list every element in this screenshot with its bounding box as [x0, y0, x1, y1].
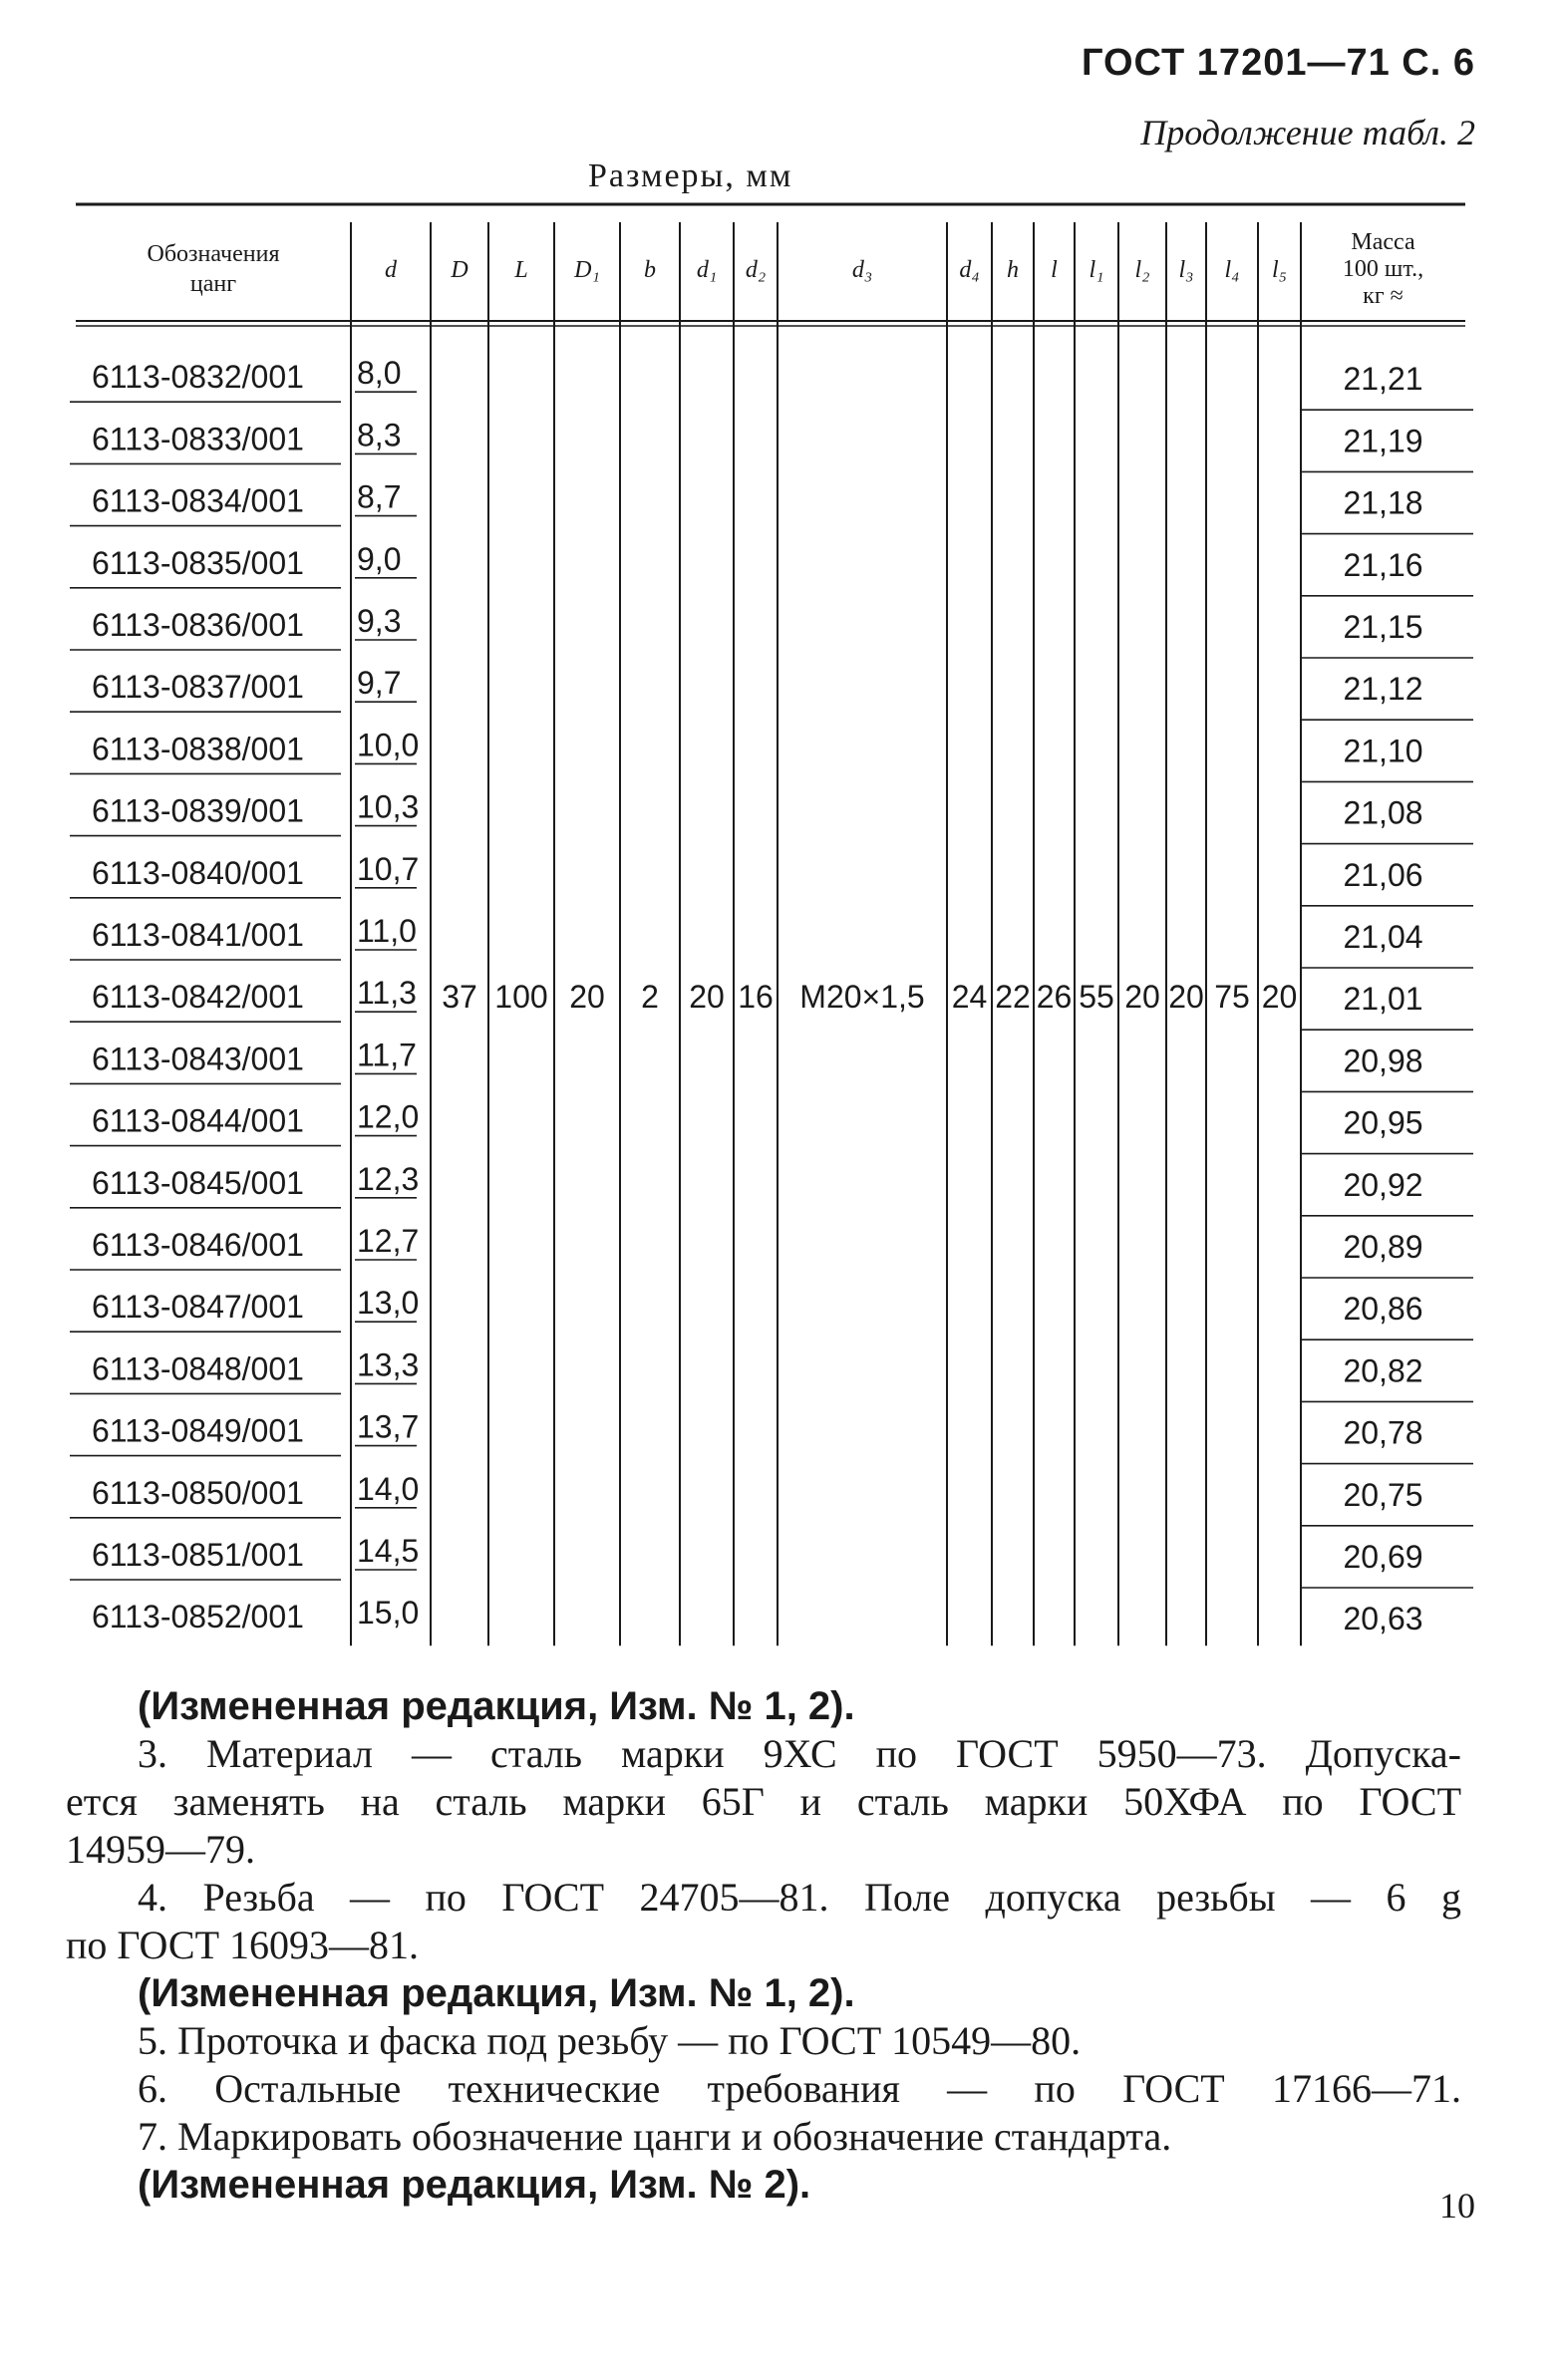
column-header-d4: d₄	[959, 257, 980, 283]
table-row-designation: 6113-0841/001	[92, 917, 304, 953]
common-value-l: 26	[1036, 979, 1073, 1016]
column-header-l: l	[1051, 257, 1058, 283]
table-row-designation: 6113-0848/001	[92, 1350, 304, 1387]
table-row-mass: 21,16	[1343, 546, 1423, 583]
table-row-mass: 20,89	[1343, 1229, 1423, 1265]
table-row-d: 13,0	[357, 1285, 420, 1322]
table-row-designation: 6113-0835/001	[92, 544, 304, 581]
column-header-d1: d₁	[696, 257, 718, 283]
table-row-d: 11,7	[357, 1037, 417, 1073]
table-row-designation: 6113-0834/001	[92, 482, 304, 519]
table-row-mass: 21,18	[1343, 484, 1423, 521]
column-header-mass: кг ≈	[1363, 283, 1404, 309]
table-row-d: 12,3	[357, 1160, 420, 1197]
table-row-designation: 6113-0832/001	[92, 359, 304, 396]
table-row-d: 9,3	[357, 603, 402, 639]
table-continuation-label: Продолжение табл. 2	[1140, 113, 1475, 152]
column-header-l2: l₂	[1134, 257, 1150, 283]
common-value-d2: 16	[738, 979, 774, 1016]
table-row-mass: 21,08	[1343, 794, 1423, 831]
note-3-line-1: 3. Материал — сталь марки 9ХС по ГОСТ 5950—73. Допуска-	[138, 1731, 1461, 1776]
table-row-mass: 21,12	[1343, 671, 1423, 708]
table-row-d: 10,3	[357, 788, 420, 825]
common-value-d1: 20	[689, 979, 725, 1016]
column-header-D1: D₁	[574, 257, 600, 283]
common-value-D: 37	[442, 979, 477, 1016]
common-value-l1: 55	[1079, 979, 1114, 1016]
table-row-mass: 20,63	[1343, 1601, 1423, 1637]
table-row-d: 12,7	[357, 1223, 420, 1259]
table-row-designation: 6113-0843/001	[92, 1041, 304, 1077]
table-row-d: 12,0	[357, 1098, 420, 1135]
table-row-designation: 6113-0836/001	[92, 607, 304, 643]
column-header-d: d	[385, 257, 397, 283]
table-row-designation: 6113-0839/001	[92, 792, 304, 829]
table-row-mass: 20,75	[1343, 1476, 1423, 1513]
table-row-mass: 21,01	[1343, 981, 1423, 1018]
column-header-l3: l₃	[1178, 257, 1194, 283]
table-row-designation: 6113-0842/001	[92, 979, 304, 1016]
table-row-d: 9,7	[357, 665, 402, 702]
column-header-b: b	[644, 257, 656, 283]
table-row-mass: 21,10	[1343, 733, 1423, 769]
table-row-mass: 20,82	[1343, 1352, 1423, 1389]
common-value-D1: 20	[569, 979, 605, 1016]
table-row-d: 11,3	[357, 975, 417, 1012]
dimensions-label: Размеры, мм	[588, 157, 793, 194]
column-header-mass: 100 шт.,	[1342, 256, 1424, 282]
column-header-h: h	[1007, 257, 1019, 283]
page-number: 10	[1439, 2186, 1475, 2226]
note-5: 5. Проточка и фаска под резьбу — по ГОСТ 10549—80.	[138, 2018, 1082, 2063]
table-row-mass: 20,78	[1343, 1414, 1423, 1451]
notes-block	[66, 1682, 1461, 2209]
common-value-b: 2	[641, 979, 659, 1016]
table-row-mass: 20,69	[1343, 1539, 1423, 1575]
table-row-designation: 6113-0838/001	[92, 731, 304, 767]
table-row-mass: 21,15	[1343, 609, 1423, 645]
amendment-note-3: (Измененная редакция, Изм. № 2).	[138, 2163, 811, 2207]
table-row-d: 10,0	[357, 727, 420, 763]
table-row-d: 14,5	[357, 1533, 420, 1569]
common-value-l4: 75	[1214, 979, 1250, 1016]
table-row-mass: 21,06	[1343, 856, 1423, 893]
table-row-designation: 6113-0847/001	[92, 1289, 304, 1326]
column-header-l4: l₄	[1224, 257, 1240, 283]
column-header-D: D	[451, 257, 468, 283]
table-row-designation: 6113-0849/001	[92, 1412, 304, 1449]
table-row-d: 8,0	[357, 355, 402, 392]
table-row-mass: 21,21	[1343, 361, 1423, 398]
table-row-designation: 6113-0846/001	[92, 1227, 304, 1263]
column-header-l5: l₅	[1271, 257, 1288, 283]
common-value-d4: 24	[951, 979, 988, 1016]
common-value-h: 22	[995, 979, 1031, 1016]
table-row-designation: 6113-0844/001	[92, 1102, 304, 1139]
common-value-L: 100	[494, 979, 548, 1016]
table-row-mass: 20,92	[1343, 1166, 1423, 1203]
table-row-mass: 20,86	[1343, 1291, 1423, 1328]
table-row-designation: 6113-0851/001	[92, 1537, 304, 1573]
note-3-line-3: 14959—79.	[66, 1827, 255, 1872]
column-header-l1: l₁	[1089, 257, 1104, 283]
table-row-mass: 21,04	[1343, 919, 1423, 955]
note-6: 6. Остальные технические требования — по ГОСТ 17166—71.	[138, 2066, 1461, 2111]
table-row-d: 15,0	[357, 1595, 420, 1632]
table-row-designation: 6113-0852/001	[92, 1599, 304, 1636]
table-row-designation: 6113-0837/001	[92, 669, 304, 706]
page-header: ГОСТ 17201—71 С. 6	[1081, 42, 1475, 84]
common-value-d3: M20×1,5	[799, 979, 925, 1016]
common-value-l2: 20	[1124, 979, 1160, 1016]
table-row-d: 11,0	[357, 913, 417, 949]
table-row-d: 9,0	[357, 540, 402, 577]
table-row-mass: 21,19	[1343, 423, 1423, 459]
common-value-l3: 20	[1168, 979, 1204, 1016]
note-7: 7. Маркировать обозначение цанги и обозначение стандарта.	[138, 2114, 1172, 2159]
column-header-designation: цанг	[189, 271, 237, 297]
column-header-designation: Обозначения	[147, 241, 280, 267]
table-row-mass: 20,98	[1343, 1042, 1423, 1079]
table-row-d: 8,7	[357, 478, 402, 515]
table-row-designation: 6113-0845/001	[92, 1164, 304, 1201]
common-value-l5: 20	[1261, 979, 1298, 1016]
table-row-mass: 20,95	[1343, 1104, 1423, 1141]
amendment-note-2: (Измененная редакция, Изм. № 1, 2).	[138, 1971, 855, 2015]
table-row-designation: 6113-0833/001	[92, 421, 304, 457]
note-4-line-1: 4. Резьба — по ГОСТ 24705—81. Поле допуска резьбы — 6 g	[138, 1875, 1461, 1920]
column-header-d2: d₂	[745, 257, 767, 283]
table-row-designation: 6113-0850/001	[92, 1474, 304, 1511]
table-row-d: 13,7	[357, 1408, 420, 1445]
note-3-line-2: ется заменять на сталь марки 65Г и сталь марки 50ХФА по ГОСТ	[66, 1779, 1461, 1824]
column-header-mass: Масса	[1351, 229, 1415, 255]
column-header-d3: d₃	[851, 257, 873, 283]
table-row-d: 14,0	[357, 1470, 420, 1507]
table-row-designation: 6113-0840/001	[92, 854, 304, 891]
table-row-d: 13,3	[357, 1346, 420, 1383]
note-4-line-2: по ГОСТ 16093—81.	[66, 1923, 420, 1967]
table-row-d: 8,3	[357, 417, 402, 453]
amendment-note-1: (Измененная редакция, Изм. № 1, 2).	[138, 1684, 855, 1728]
column-header-L: L	[514, 257, 528, 283]
table-row-d: 10,7	[357, 850, 420, 887]
